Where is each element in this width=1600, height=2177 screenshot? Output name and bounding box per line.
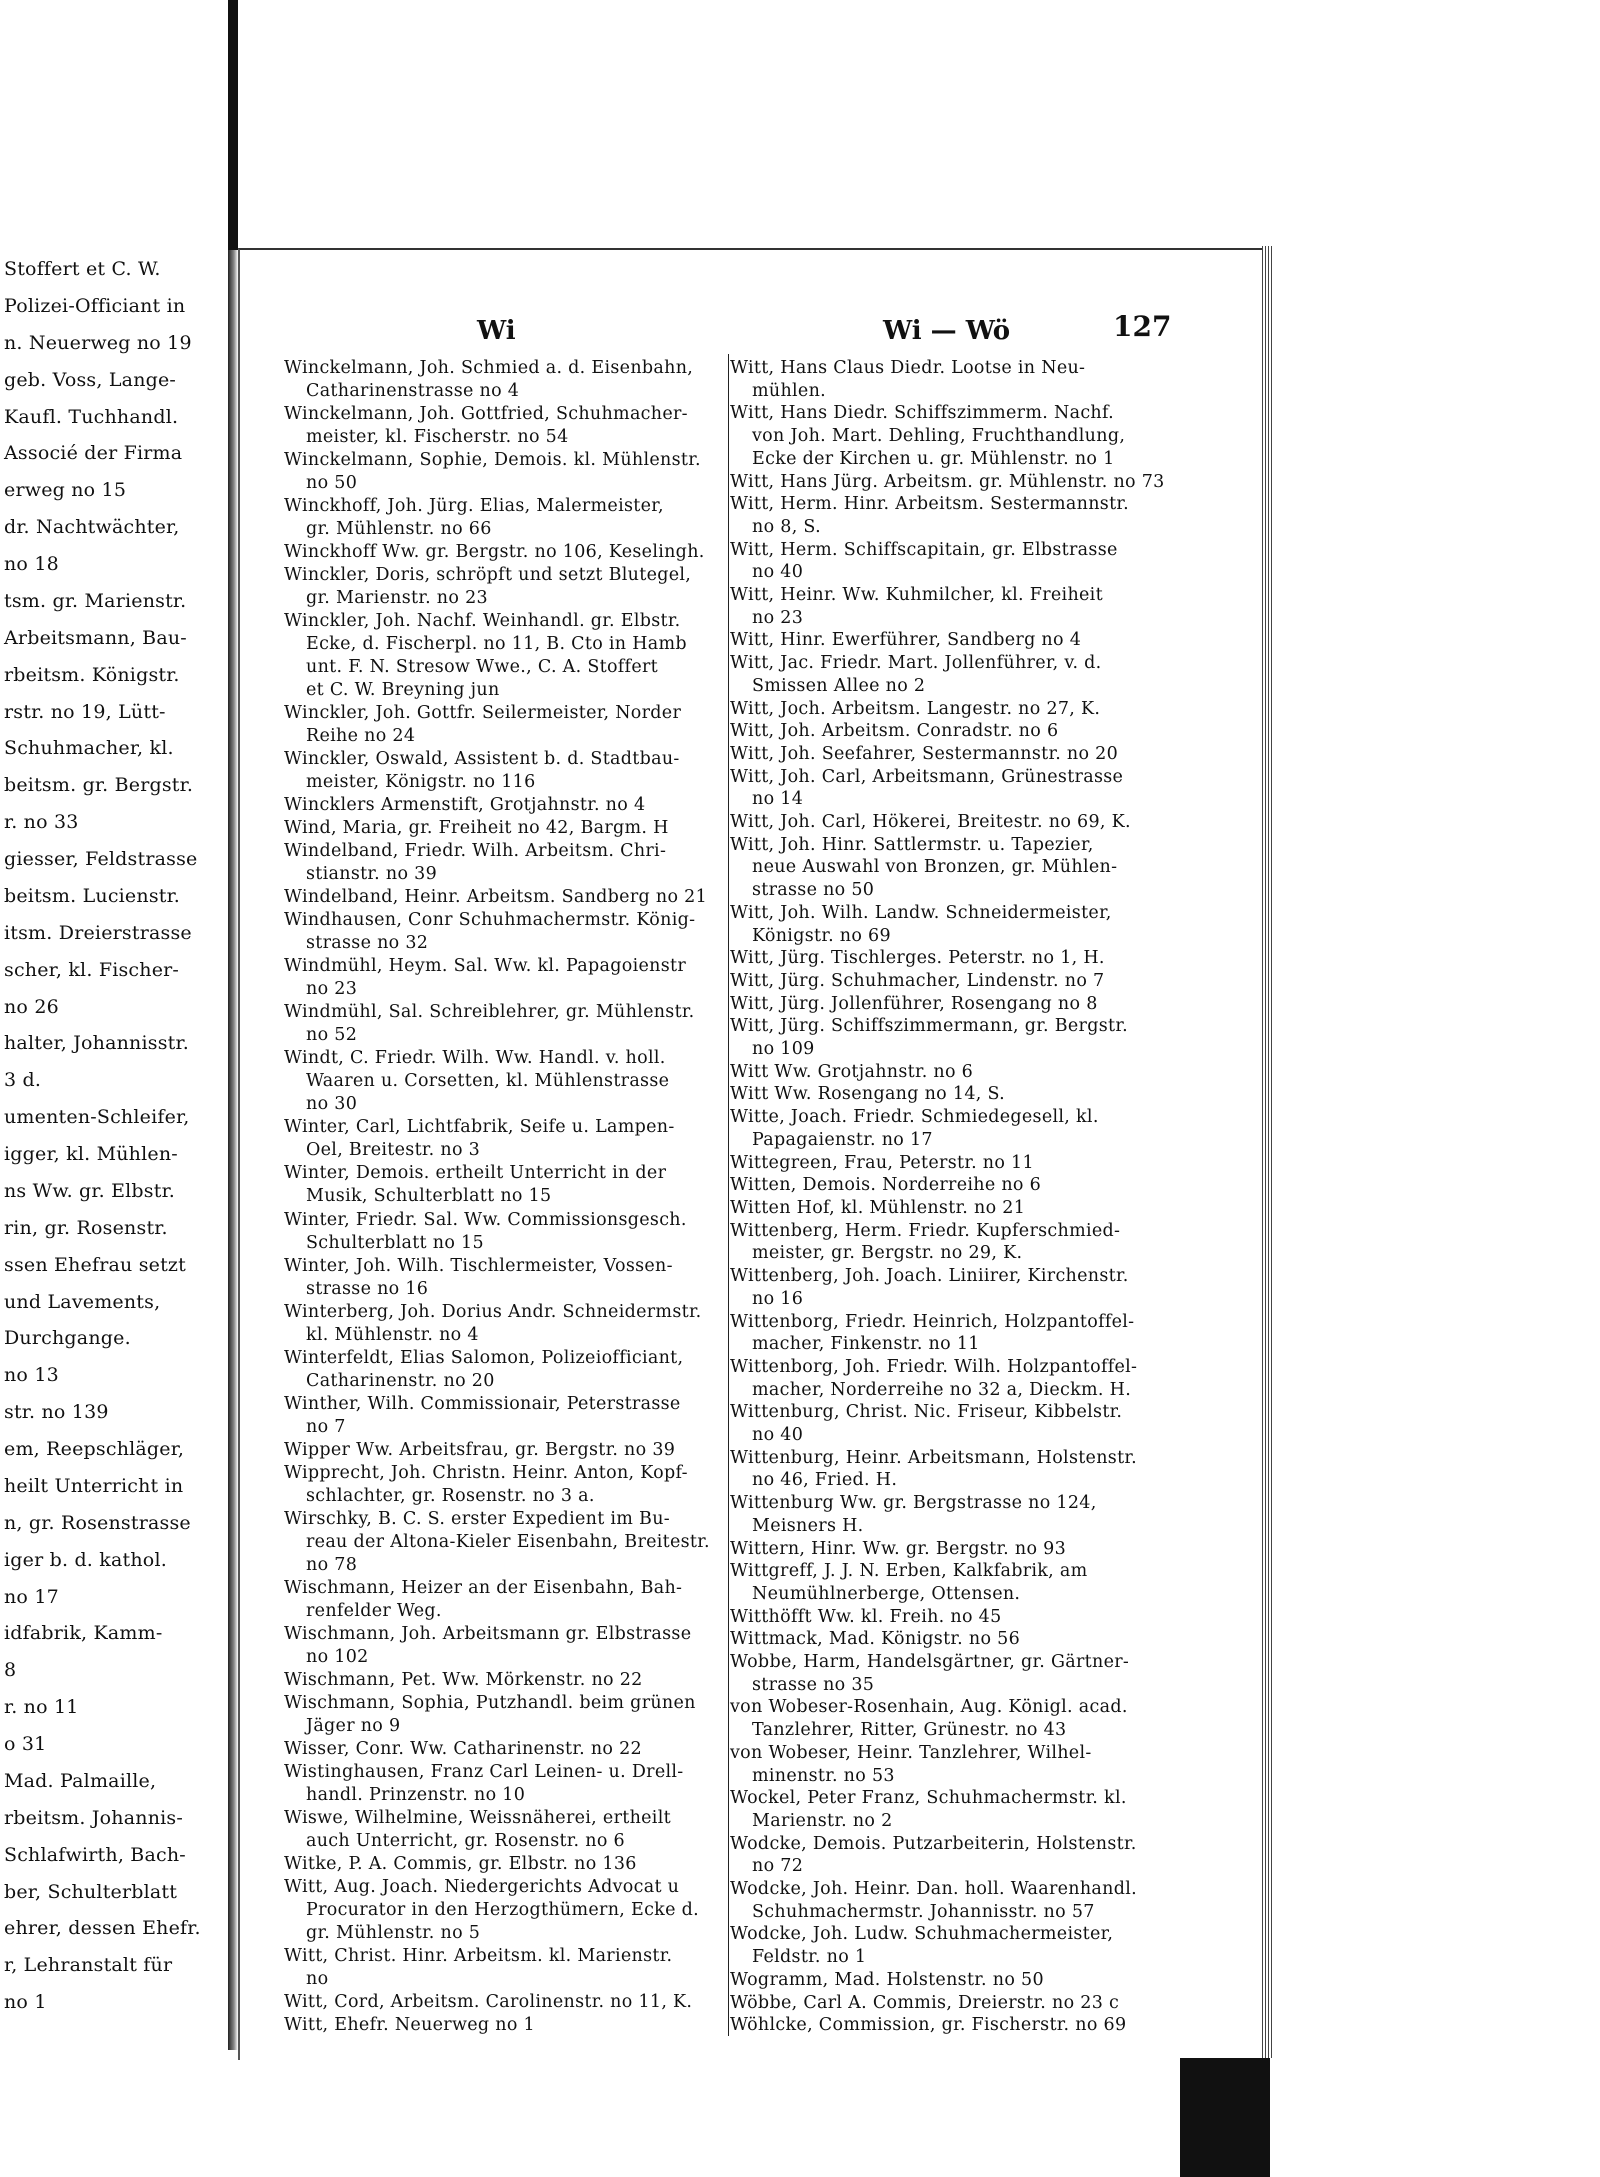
fragment-line: ber, Schulterblatt (4, 1880, 178, 1903)
fragment-line: ehrer, dessen Ehefr. (4, 1917, 201, 1940)
directory-entry: Witt, Hans Jürg. Arbeitsm. gr. Mühlenstr. no 73 (730, 471, 1165, 492)
entry-continuation: gr. Mühlenstr. no 5 (306, 1922, 481, 1943)
entry-continuation: strasse no 16 (306, 1278, 429, 1299)
entry-continuation: Schuhmachermstr. Johannisstr. no 57 (752, 1901, 1095, 1922)
column-divider (728, 354, 729, 2036)
entry-continuation: no 50 (306, 473, 358, 494)
directory-entry: Witt, Heinr. Ww. Kuhmilcher, kl. Freiheit (730, 585, 1103, 606)
directory-entry: Winterberg, Joh. Dorius Andr. Schneidermstr. (284, 1301, 702, 1322)
directory-entry: Wodcke, Demois. Putzarbeiterin, Holstenstr. (730, 1833, 1137, 1854)
directory-entry: Wittenborg, Friedr. Heinrich, Holzpantoffel- (730, 1311, 1135, 1332)
directory-entry: Winter, Demois. ertheilt Unterricht in der (284, 1163, 667, 1184)
fragment-line: o 31 (4, 1733, 47, 1755)
entry-continuation: kl. Mühlenstr. no 4 (306, 1324, 479, 1345)
page-edges (1262, 246, 1274, 2058)
entry-continuation: no 109 (752, 1039, 815, 1060)
fragment-line: no 18 (4, 553, 59, 575)
entry-continuation: Oel, Breitestr. no 3 (306, 1140, 481, 1161)
fragment-line: beitsm. Lucienstr. (4, 884, 181, 907)
directory-entry: Winckler, Joh. Gottfr. Seilermeister, Norder (284, 703, 682, 724)
entry-continuation: no 8, S. (752, 516, 821, 537)
entry-continuation: Ecke der Kirchen u. gr. Mühlenstr. no 1 (752, 448, 1115, 469)
fragment-line: 3 d. (4, 1069, 42, 1092)
directory-entry: Wittenberg, Herm. Friedr. Kupferschmied- (730, 1220, 1121, 1241)
fragment-line: iger b. d. kathol. (4, 1548, 167, 1571)
directory-entry: Windelband, Friedr. Wilh. Arbeitsm. Chri- (284, 841, 667, 862)
directory-entry: Winter, Friedr. Sal. Ww. Commissionsgesch. (284, 1209, 687, 1230)
directory-entry: Wipper Ww. Arbeitsfrau, gr. Bergstr. no 39 (284, 1439, 676, 1460)
entry-continuation: strasse no 50 (752, 880, 875, 901)
entry-continuation: no 23 (306, 979, 358, 1000)
entry-continuation: handl. Prinzenstr. no 10 (306, 1784, 526, 1805)
fragment-line: rbeitsm. Johannis- (4, 1806, 183, 1829)
header-right: Wi — Wö (883, 316, 1011, 346)
directory-entry: Wischmann, Sophia, Putzhandl. beim grünen (284, 1692, 696, 1713)
entry-continuation: no 72 (752, 1856, 804, 1877)
fragment-line: Schlafwirth, Bach- (4, 1843, 186, 1866)
header-left: Wi (477, 316, 516, 346)
directory-entry: Wöbbe, Carl A. Commis, Dreierstr. no 23 c (730, 1992, 1120, 2013)
fragment-line: itsm. Dreierstrasse (4, 921, 192, 944)
fragment-line: 8 (4, 1659, 17, 1682)
directory-entry: Witt, Hans Claus Diedr. Lootse in Neu- (730, 358, 1086, 378)
directory-entry: Winckelmann, Joh. Schmied a. d. Eisenbahn, (284, 358, 694, 378)
entry-continuation: no 23 (752, 607, 804, 628)
directory-page (238, 248, 1264, 2060)
directory-entry: Wockel, Peter Franz, Schuhmachermstr. kl. (730, 1788, 1127, 1809)
entry-continuation: minenstr. no 53 (752, 1765, 895, 1786)
directory-entry: Witt, Jürg. Tischlerges. Peterstr. no 1, H. (730, 948, 1105, 969)
directory-entry: Wöhlcke, Commission, gr. Fischerstr. no 69 (730, 2015, 1127, 2036)
fragment-line: em, Reepschläger, (4, 1438, 185, 1460)
fragment-line: beitsm. gr. Bergstr. (4, 774, 194, 797)
directory-entry: Windt, C. Friedr. Wilh. Ww. Handl. v. holl. (284, 1048, 666, 1069)
directory-entry: Witt, Jürg. Jollenführer, Rosengang no 8 (730, 993, 1098, 1014)
entry-continuation: Catharinenstr. no 20 (306, 1370, 495, 1391)
fragment-line: str. no 139 (4, 1401, 109, 1424)
directory-entry: Witthöfft Ww. kl. Freih. no 45 (730, 1606, 1002, 1627)
fragment-line: no 13 (4, 1364, 59, 1387)
entry-continuation: Feldstr. no 1 (752, 1947, 867, 1968)
directory-entry: Windhausen, Conr Schuhmachermstr. König- (284, 910, 696, 931)
entry-continuation: strasse no 32 (306, 933, 429, 954)
fragment-line: scher, kl. Fischer- (4, 958, 180, 981)
entry-continuation: Musik, Schulterblatt no 15 (306, 1186, 552, 1207)
entry-continuation: no 78 (306, 1554, 358, 1575)
fragment-line: umenten-Schleifer, (4, 1106, 190, 1129)
entry-continuation: no 16 (752, 1288, 804, 1309)
fragment-line: Mad. Palmaille, (4, 1769, 157, 1792)
fragment-line: ns Ww. gr. Elbstr. (4, 1179, 176, 1202)
entry-continuation: Reihe no 24 (306, 726, 416, 747)
entry-continuation: auch Unterricht, gr. Rosenstr. no 6 (306, 1830, 625, 1851)
directory-entry: von Wobeser, Heinr. Tanzlehrer, Wilhel- (730, 1742, 1092, 1763)
directory-entry: Wodcke, Joh. Ludw. Schuhmachermeister, (730, 1924, 1114, 1945)
directory-entry: Windmühl, Heym. Sal. Ww. kl. Papagoienstr (284, 956, 687, 977)
entry-continuation: Neumühlnerberge, Ottensen. (752, 1583, 1021, 1604)
entry-continuation: meister, kl. Fischerstr. no 54 (306, 427, 569, 448)
directory-entry: Windelband, Heinr. Arbeitsm. Sandberg no 21 (284, 887, 708, 908)
directory-entry: Winckhoff, Joh. Jürg. Elias, Malermeister, (284, 496, 664, 517)
page-number: 127 (1113, 310, 1172, 343)
entry-continuation: no 52 (306, 1025, 358, 1046)
directory-entry: Witt, Joh. Carl, Hökerei, Breitestr. no 69, K. (730, 812, 1131, 833)
directory-entry: Winckler, Joh. Nachf. Weinhandl. gr. Elbstr. (284, 611, 681, 632)
fragment-line: no 17 (4, 1585, 59, 1608)
directory-entry: Winckler, Doris, schröpft und setzt Blutegel, (284, 565, 692, 586)
entry-continuation: no 7 (306, 1416, 346, 1437)
directory-entry: Winter, Carl, Lichtfabrik, Seife u. Lampen- (284, 1117, 675, 1138)
entry-continuation: Königstr. no 69 (752, 925, 891, 946)
directory-entry: Witte, Joach. Friedr. Schmiedegesell, kl. (730, 1107, 1099, 1128)
book-spine-shadow (228, 0, 238, 250)
fragment-line: ssen Ehefrau setzt (4, 1253, 186, 1276)
directory-entry: Witt, Joh. Carl, Arbeitsmann, Grünestrasse (730, 766, 1124, 787)
entry-continuation: Marienstr. no 2 (752, 1810, 893, 1831)
fragment-line: Polizei-Officiant in (4, 294, 186, 317)
directory-entry: Wittenberg, Joh. Joach. Liniirer, Kirchenstr. (730, 1266, 1129, 1287)
directory-entry: Witt, Joh. Seefahrer, Sestermannstr. no 20 (730, 743, 1119, 764)
entry-continuation: Smissen Allee no 2 (752, 675, 926, 696)
fragment-line: idfabrik, Kamm- (4, 1622, 163, 1645)
directory-entry: Wogramm, Mad. Holstenstr. no 50 (730, 1969, 1044, 1990)
directory-entry: Witt, Joh. Hinr. Sattlermstr. u. Tapezier, (730, 834, 1094, 855)
entry-continuation: schlachter, gr. Rosenstr. no 3 a. (306, 1485, 595, 1506)
entry-continuation: gr. Mühlenstr. no 66 (306, 519, 492, 540)
fragment-line: tsm. gr. Marienstr. (4, 589, 187, 612)
directory-entry: Wodcke, Joh. Heinr. Dan. holl. Waarenhandl. (730, 1879, 1137, 1900)
directory-entry: Wittgreff, J. J. N. Erben, Kalkfabrik, am (730, 1561, 1088, 1582)
directory-entry: Wincklers Armenstift, Grotjahnstr. no 4 (284, 795, 646, 816)
fragment-line: n, gr. Rosenstrasse (4, 1511, 191, 1534)
directory-entry: Witt, Herm. Schiffscapitain, gr. Elbstrasse (730, 539, 1118, 560)
fragment-line: Associé der Firma (4, 442, 183, 465)
entry-continuation: gr. Marienstr. no 23 (306, 588, 488, 609)
fragment-line: geb. Voss, Lange- (4, 368, 177, 391)
directory-entry: Witt, Aug. Joach. Niedergerichts Advocat u (284, 1876, 680, 1897)
directory-entry: Wischmann, Joh. Arbeitsmann gr. Elbstrasse (284, 1623, 692, 1644)
directory-entry: Witt, Hinr. Ewerführer, Sandberg no 4 (730, 630, 1082, 651)
entry-continuation: Catharinenstrasse no 4 (306, 381, 520, 401)
directory-entry: Witt Ww. Grotjahnstr. no 6 (730, 1061, 974, 1082)
directory-entry: Wiswe, Wilhelmine, Weissnäherei, ertheilt (284, 1807, 671, 1828)
binding-shadow (1180, 2058, 1270, 2177)
directory-entry: Witt Ww. Rosengang no 14, S. (730, 1084, 1006, 1105)
fragment-line: und Lavements, (4, 1290, 161, 1313)
directory-entry: Witt, Ehefr. Neuerweg no 1 (284, 2014, 535, 2035)
directory-entry: Wistinghausen, Franz Carl Leinen- u. Drell- (284, 1761, 684, 1782)
directory-entry: Winther, Wilh. Commissionair, Peterstrasse (284, 1393, 681, 1414)
fragment-line: r. no 33 (4, 811, 79, 834)
fragment-line: Arbeitsmann, Bau- (4, 626, 187, 649)
fragment-line: Durchgange. (4, 1327, 131, 1350)
fragment-line: igger, kl. Mühlen- (4, 1143, 178, 1165)
fragment-line: r. no 11 (4, 1696, 79, 1719)
entry-continuation: Schulterblatt no 15 (306, 1232, 484, 1253)
entry-continuation: no 102 (306, 1646, 369, 1667)
fragment-line: no 1 (4, 1991, 47, 2014)
directory-entry: Winckelmann, Sophie, Demois. kl. Mühlenstr. (284, 450, 701, 471)
entry-continuation: no 30 (306, 1094, 358, 1115)
entry-continuation: Ecke, d. Fischerpl. no 11, B. Cto in Hamb (306, 634, 687, 655)
directory-entry: Wobbe, Harm, Handelsgärtner, gr. Gärtner- (730, 1652, 1130, 1673)
entry-continuation: renfelder Weg. (306, 1600, 442, 1621)
fragment-line: no 26 (4, 995, 59, 1018)
fragment-line: heilt Unterricht in (4, 1474, 184, 1497)
directory-entry: Witt, Jürg. Schuhmacher, Lindenstr. no 7 (730, 970, 1105, 991)
fragment-line: giesser, Feldstrasse (4, 848, 198, 870)
directory-entry: Witt, Herm. Hinr. Arbeitsm. Sestermannstr. (730, 494, 1130, 515)
entry-continuation: unt. F. N. Stresow Wwe., C. A. Stoffert (306, 657, 658, 678)
gutter-shadow (228, 250, 238, 2050)
directory-entry: Winter, Joh. Wilh. Tischlermeister, Vossen- (284, 1255, 673, 1276)
directory-entry: Wittmack, Mad. Königstr. no 56 (730, 1629, 1021, 1650)
fragment-line: rstr. no 19, Lütt- (4, 700, 166, 723)
directory-entry: Winckelmann, Joh. Gottfried, Schuhmacher- (284, 404, 688, 425)
directory-entry: Wittenburg, Heinr. Arbeitsmann, Holstenstr. (730, 1447, 1138, 1468)
directory-entry: Wittegreen, Frau, Peterstr. no 11 (730, 1152, 1034, 1173)
directory-entry: Wischmann, Pet. Ww. Mörkenstr. no 22 (284, 1669, 643, 1690)
directory-entry: Wind, Maria, gr. Freiheit no 42, Bargm. H (284, 818, 669, 839)
entry-continuation: von Joh. Mart. Dehling, Fruchthandlung, (752, 426, 1126, 447)
directory-entry: von Wobeser-Rosenhain, Aug. Königl. acad. (730, 1697, 1128, 1718)
entry-continuation: Papagaienstr. no 17 (752, 1129, 933, 1150)
directory-entry: Witt, Jac. Friedr. Mart. Jollenführer, v. d. (730, 653, 1102, 674)
entry-continuation: no 40 (752, 1425, 804, 1446)
directory-entry: Witt, Jürg. Schiffszimmermann, gr. Bergstr. (730, 1016, 1128, 1037)
directory-entry: Wittern, Hinr. Ww. gr. Bergstr. no 93 (730, 1538, 1067, 1559)
directory-entry: Witke, P. A. Commis, gr. Elbstr. no 136 (284, 1853, 637, 1874)
entry-continuation: no (306, 1968, 329, 1989)
previous-page-fragment (0, 258, 228, 2038)
entry-continuation: macher, Finkenstr. no 11 (752, 1334, 980, 1355)
entry-continuation: Jäger no 9 (306, 1715, 401, 1736)
directory-entry: Windmühl, Sal. Schreiblehrer, gr. Mühlenstr. (284, 1002, 695, 1023)
entry-continuation: no 14 (752, 789, 804, 810)
directory-entry: Wisser, Conr. Ww. Catharinenstr. no 22 (284, 1738, 642, 1759)
directory-entry: Wittenburg, Christ. Nic. Friseur, Kibbelstr. (730, 1402, 1123, 1423)
directory-entry: Witt, Joh. Arbeitsm. Conradstr. no 6 (730, 721, 1059, 742)
fragment-line: rin, gr. Rosenstr. (4, 1216, 168, 1239)
entry-continuation: et C. W. Breyning jun (306, 680, 500, 701)
directory-entry: Winckler, Oswald, Assistent b. d. Stadtbau- (284, 749, 680, 770)
directory-entry: Wischmann, Heizer an der Eisenbahn, Bah- (284, 1577, 683, 1598)
entry-continuation: Procurator in den Herzogthümern, Ecke d. (306, 1899, 699, 1920)
directory-entry: Witt, Cord, Arbeitsm. Carolinenstr. no 11, K. (284, 1991, 693, 2012)
directory-entry: Witt, Christ. Hinr. Arbeitsm. kl. Marienstr. (284, 1945, 673, 1966)
entry-continuation: no 40 (752, 562, 804, 583)
entry-continuation: mühlen. (752, 380, 827, 401)
directory-entry: Witten, Demois. Norderreihe no 6 (730, 1175, 1042, 1196)
entry-continuation: Waaren u. Corsetten, kl. Mühlenstrasse (306, 1071, 670, 1092)
entry-continuation: Tanzlehrer, Ritter, Grünestr. no 43 (752, 1720, 1067, 1741)
directory-entry: Witten Hof, kl. Mühlenstr. no 21 (730, 1198, 1026, 1218)
entry-continuation: stianstr. no 39 (306, 864, 438, 885)
entry-continuation: reau der Altona-Kieler Eisenbahn, Breitestr. (306, 1531, 710, 1552)
fragment-line: dr. Nachtwächter, (4, 516, 180, 539)
fragment-line: n. Neuerweg no 19 (4, 331, 192, 354)
entry-continuation: neue Auswahl von Bronzen, gr. Mühlen- (752, 857, 1118, 878)
directory-entry: Wirschky, B. C. S. erster Expedient im Bu- (284, 1508, 670, 1529)
directory-entry: Wipprecht, Joh. Christn. Heinr. Anton, Kopf- (284, 1462, 688, 1483)
entry-continuation: macher, Norderreihe no 32 a, Dieckm. H. (752, 1379, 1132, 1400)
entry-continuation: meister, gr. Bergstr. no 29, K. (752, 1243, 1023, 1264)
entry-continuation: meister, Königstr. no 116 (306, 772, 536, 793)
entry-continuation: Meisners H. (752, 1515, 864, 1536)
fragment-line: Kaufl. Tuchhandl. (4, 405, 179, 428)
fragment-line: Stoffert et C. W. (4, 258, 161, 280)
fragment-line: rbeitsm. Königstr. (4, 663, 180, 686)
fragment-line: erweg no 15 (4, 479, 127, 502)
directory-entry: Winckhoff Ww. gr. Bergstr. no 106, Keselingh. (284, 542, 705, 563)
directory-entry: Witt, Hans Diedr. Schiffszimmerm. Nachf. (730, 403, 1115, 424)
fragment-line: r, Lehranstalt für (4, 1954, 173, 1977)
directory-entry: Witt, Joh. Wilh. Landw. Schneidermeister, (730, 902, 1112, 923)
entry-continuation: strasse no 35 (752, 1674, 875, 1695)
entry-continuation: no 46, Fried. H. (752, 1470, 898, 1491)
fragment-line: halter, Johannisstr. (4, 1032, 189, 1055)
fragment-line: Schuhmacher, kl. (4, 737, 174, 760)
directory-entry: Wittenborg, Joh. Friedr. Wilh. Holzpantoffel- (730, 1356, 1138, 1377)
directory-entry: Winterfeldt, Elias Salomon, Polizeiofficiant, (284, 1347, 684, 1368)
directory-entry: Wittenburg Ww. gr. Bergstrasse no 124, (730, 1493, 1097, 1514)
directory-entry: Witt, Joch. Arbeitsm. Langestr. no 27, K. (730, 698, 1101, 719)
